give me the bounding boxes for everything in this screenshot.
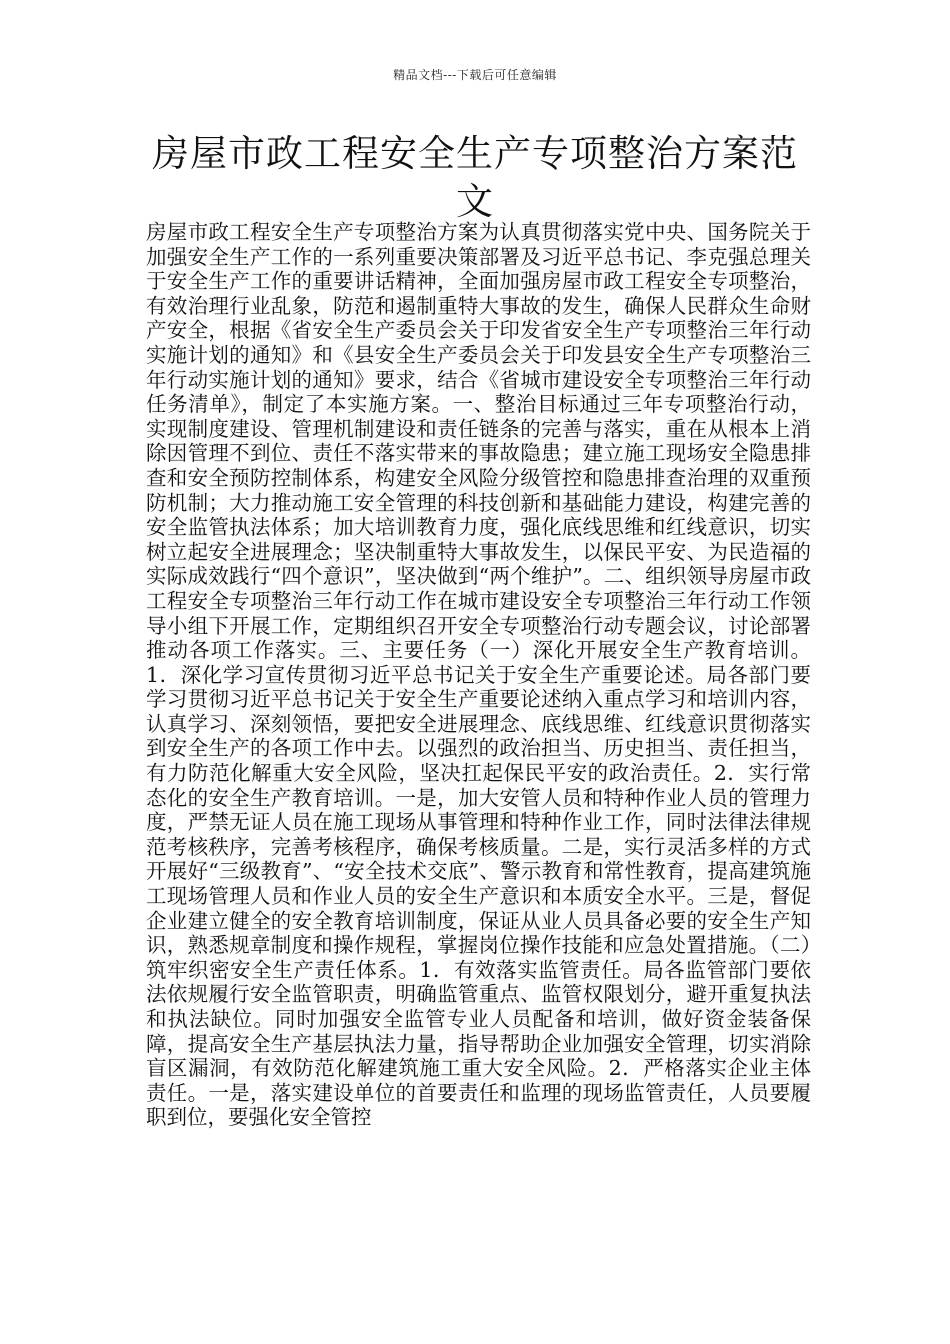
header-note: 精品文档---下载后可任意编辑 bbox=[393, 68, 557, 82]
document-title: 房屋市政工程安全生产专项整治方案范文 bbox=[152, 132, 798, 223]
document-body: 房屋市政工程安全生产专项整治方案为认真贯彻落实党中央、国务院关于加强安全生产工作的一系列重要决策部署及习近平总书记、李克强总理关于安全生产工作的重要讲话精神，全面加强房屋市政工程安全专项整治，有效治理行业乱象，防范和遏制重特大事故的发生，确保人民群众生命财产安全，根据《省安全生产委员会关于印发省安全生产专项整治三年行动实施计划的通知》和《县安全生产委员会关于印发县安全生产专项整治三年行动实施计划的通知》要求，结合《省城市建设安全专项整治三年行动任务清单》，制定了本实施方案。一、整治目标通过三年专项整治行动，实现制度建设、管理机制建设和责任链条的完善与落实，重在从根本上消除因管理不到位、责任不落实带来的事故隐患；建立施工现场安全隐患排查和安全预防控制体系，构建安全风险分级管控和隐患排查治理的双重预防机制；大力推动施工安全管理的科技创新和基础能力建设，构建完善的安全监管执法体系；加大培训教育力度，强化底线思维和红线意识，切实树立起安全进展理念；坚决制重特大事故发生，以保民平安、为民造福的实际成效践行“四个意识”，坚决做到“两个维护”。二、组织领导房屋市政工程安全专项整治三年行动工作在城市建设安全专项整治三年行动工作领导小组下开展工作，定期组织召开安全专项整治行动专题会议，讨论部署推动各项工作落实。三、主要任务（一）深化开展安全生产教育培训。1．深化学习宣传贯彻习近平总书记关于安全生产重要论述。局各部门要学习贯彻习近平总书记关于安全生产重要论述纳入重点学习和培训内容，认真学习、深刻领悟，要把安全进展理念、底线思维、红线意识贯彻落实到安全生产的各项工作中去。以强烈的政治担当、历史担当、责任担当，有力防范化解重大安全风险，坚决扛起保民平安的政治责任。2．实行常态化的安全生产教育培训。一是，加大安管人员和特种作业人员的管理力度，严禁无证人员在施工现场从事管理和特种作业工作，同时法律法律规范考核秩序，完善考核程序，确保考核质量。二是，实行灵活多样的方式开展好“三级教育”、“安全技术交底”、警示教育和常性教育，提高建筑施工现场管理人员和作业人员的安全生产意识和本质安全水平。三是，督促企业建立健全的安全教育培训制度，保证从业人员具备必要的安全生产知识，熟悉规章制度和操作规程，掌握岗位操作技能和应急处置措施。（二）筑牢织密安全生产责任体系。1．有效落实监管责任。局各监管部门要依法依规履行安全监管职责，明确监管重点、监管权限划分，避开重复执法和执法缺位。同时加强安全监管专业人员配备和培训，做好资金装备保障，提高安全生产基层执法力量，指导帮助企业加强安全管理，切实消除盲区漏洞，有效防范化解建筑施工重大安全风险。2．严格落实企业主体责任。一是，落实建设单位的首要责任和监理的现场监管责任，人员要履职到位，要强化安全管控 bbox=[146, 220, 811, 1130]
